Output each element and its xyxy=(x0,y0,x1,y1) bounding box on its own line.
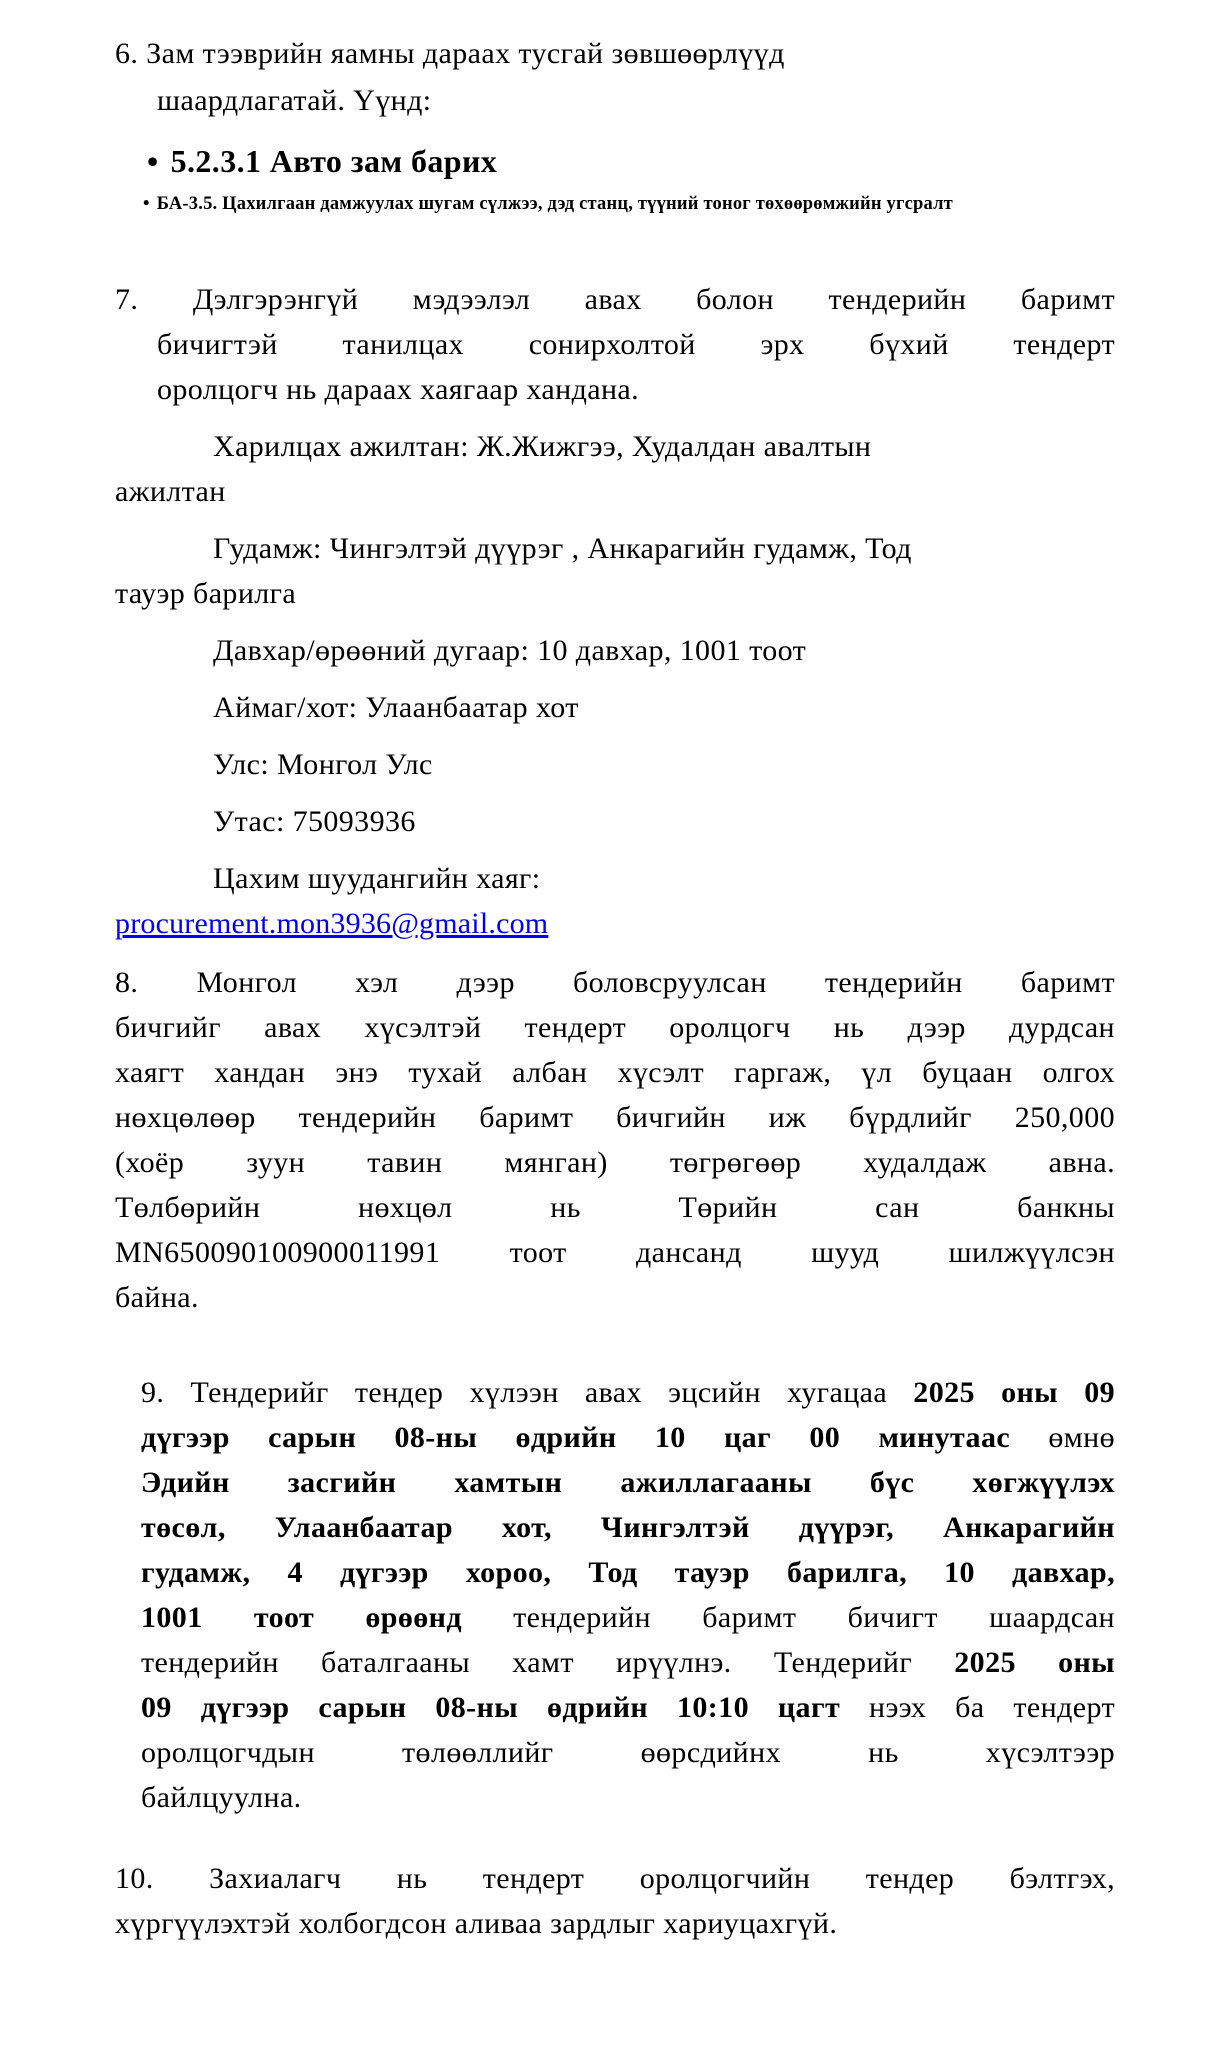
section-10-costs xyxy=(115,1856,1115,1946)
clause-9-line: төсөл, Улаанбаатар хот, Чингэлтэй дүүрэг, Анкарагийн xyxy=(141,1511,1115,1544)
contact-street xyxy=(115,526,1115,616)
clause-7-line: 7. Дэлгэрэнгүй мэдээлэл авах болон тендерийн баримт xyxy=(115,283,1115,316)
contact-street-line: Гудамж: Чингэлтэй дүүрэг , Анкарагийн гудамж, Тод xyxy=(213,532,912,565)
permit-bullet-main-text: 5.2.3.1 Авто зам барих xyxy=(170,143,498,179)
section-6-special-permits xyxy=(115,30,1115,217)
clause-10-line: 10. Захиалагч нь тендерт оролцогчийн тендер бэлтгэх, xyxy=(115,1862,1115,1895)
contact-email xyxy=(115,856,1115,946)
clause-6-line: шаардлагатай. Үүнд: xyxy=(157,84,432,117)
clause-8-line: (хоёр зуун тавин мянган) төгрөгөөр худалдаж авна. xyxy=(115,1146,1115,1179)
permit-bullet-sub xyxy=(115,191,1115,217)
clause-9-line: 1001 тоот өрөөнд тендерийн баримт бичигт шаардсан xyxy=(141,1601,1115,1634)
section-9-deadline xyxy=(115,1370,1115,1820)
clause-8-line: 8. Монгол хэл дээр боловсруулсан тендерийн баримт xyxy=(115,966,1115,999)
contact-officer xyxy=(115,424,1115,514)
contact-city xyxy=(115,685,1115,730)
section-8-document-purchase xyxy=(115,960,1115,1320)
clause-9-line: тендерийн баталгааны хамт ирүүлнэ. Тендерийг 2025 оны xyxy=(141,1646,1115,1679)
clause-8-line: бичгийг авах хүсэлтэй тендерт оролцогч нь дээр дурдсан xyxy=(115,1011,1115,1044)
section-7-contact-intro xyxy=(115,277,1115,412)
clause-8-line: хаягт хандан энэ тухай албан хүсэлт гаргаж, үл буцаан олгох xyxy=(115,1056,1115,1089)
contact-email-label: Цахим шуудангийн хаяг: xyxy=(213,862,541,895)
contact-phone xyxy=(115,799,1115,844)
contact-floor-line: Давхар/өрөөний дугаар: 10 давхар, 1001 тоот xyxy=(213,634,807,667)
clause-7-line: оролцогч нь дараах хаягаар хандана. xyxy=(157,373,640,406)
clause-8-line: Төлбөрийн нөхцөл нь Төрийн сан банкны xyxy=(115,1191,1115,1224)
bullet-icon: • xyxy=(147,143,159,179)
contact-country-line: Улс: Монгол Улс xyxy=(213,748,433,781)
permit-bullet-sub-text: БА-3.5. Цахилгаан дамжуулах шугам сүлжээ, дэд станц, түүний тоног төхөөрөмжийн угсралт xyxy=(156,194,953,214)
clause-9-line: 09 дүгээр сарын 08-ны өдрийн 10:10 цагт нээх ба тендерт xyxy=(141,1691,1115,1724)
permit-bullet-main xyxy=(115,138,1115,185)
contact-street-line: тауэр барилга xyxy=(115,577,297,610)
contact-floor xyxy=(115,628,1115,673)
clause-6-line: 6. Зам тээврийн яамны дараах тусгай зөвшөөрлүүд xyxy=(115,37,785,70)
clause-9-line: 9. Тендерийг тендер хүлээн авах эцсийн хугацаа 2025 оны 09 xyxy=(141,1376,1116,1409)
bullet-icon: • xyxy=(143,194,150,214)
clause-10-line: хүргүүлэхтэй холбогдсон аливаа зардлыг хариуцахгүй. xyxy=(115,1907,838,1940)
clause-8-line: нөхцөлөөр тендерийн баримт бичгийн иж бүрдлийг 250,000 xyxy=(115,1101,1115,1134)
contact-officer-line: Харилцах ажилтан: Ж.Жижгээ, Худалдан авалтын xyxy=(213,430,872,463)
clause-9-line: оролцогчдын төлөөллийг өөрсдийнх нь хүсэлтээр xyxy=(141,1736,1115,1769)
clause-8-line: MN650090100900011991 тоот дансанд шууд шилжүүлсэн xyxy=(115,1236,1115,1269)
clause-9-line: байлцуулна. xyxy=(141,1781,302,1814)
clause-9-line: Эдийн засгийн хамтын ажиллагааны бүс хөгжүүлэх xyxy=(141,1466,1115,1499)
clause-9-line: гудамж, 4 дүгээр хороо, Тод тауэр барилга, 10 давхар, xyxy=(141,1556,1115,1589)
contact-city-line: Аймаг/хот: Улаанбаатар хот xyxy=(213,691,579,724)
contact-officer-line: ажилтан xyxy=(115,475,226,508)
clause-7-line: бичигтэй танилцах сонирхолтой эрх бүхий тендерт xyxy=(157,328,1115,361)
clause-8-line: байна. xyxy=(115,1281,199,1314)
email-link[interactable]: procurement.mon3936@gmail.com xyxy=(115,907,549,940)
document-page xyxy=(115,30,1115,1946)
contact-country xyxy=(115,742,1115,787)
contact-phone-line: Утас: 75093936 xyxy=(213,805,416,838)
clause-9-line: дүгээр сарын 08-ны өдрийн 10 цаг 00 минутаас өмнө xyxy=(141,1421,1115,1454)
contact-email-link-line xyxy=(115,901,1115,946)
